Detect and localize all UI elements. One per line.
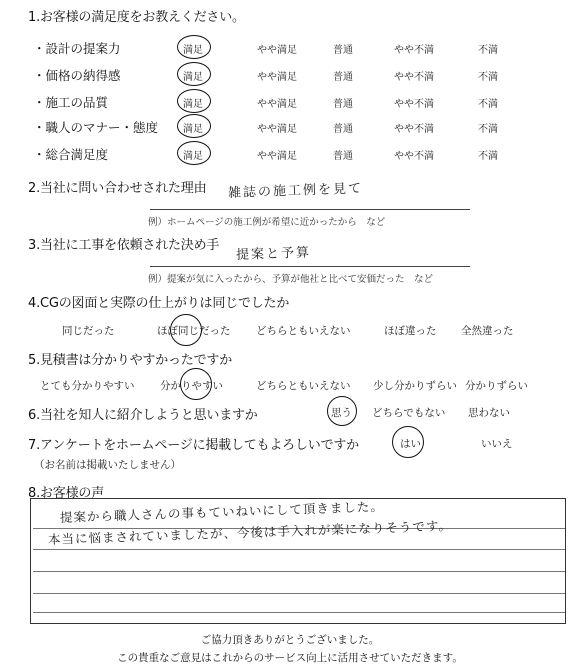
q8-title: 8.お客様の声 bbox=[28, 486, 105, 501]
q1-row-label: ・施工の品質 bbox=[33, 95, 109, 110]
selection-circle bbox=[177, 141, 211, 165]
q5-option[interactable]: 分かりずらい bbox=[465, 380, 528, 392]
q1-option[interactable]: やや不満 bbox=[394, 151, 434, 162]
comment-line-1: 提案から職人さんの事もていねいにして頂きました。 bbox=[59, 498, 385, 525]
selection-circle bbox=[170, 314, 202, 346]
selection-circle bbox=[392, 426, 424, 458]
q1-option[interactable]: 普通 bbox=[333, 72, 353, 83]
q6-option[interactable]: 思わない bbox=[468, 407, 510, 419]
q3-answer-line bbox=[150, 266, 470, 267]
q6-title: 6.当社を知人に紹介しようと思いますか bbox=[28, 408, 258, 423]
selection-circle bbox=[177, 89, 211, 113]
comment-rule bbox=[33, 549, 565, 550]
footer-thanks: ご協力頂きありがとうございました。 bbox=[200, 634, 380, 646]
q1-option[interactable]: やや不満 bbox=[394, 45, 434, 56]
selection-circle bbox=[327, 396, 357, 426]
q4-option[interactable]: 同じだった bbox=[62, 325, 115, 337]
q1-option[interactable]: 満足 bbox=[183, 99, 203, 110]
q1-option[interactable]: やや満足 bbox=[257, 151, 297, 162]
q5-option[interactable]: 分かりやすい bbox=[160, 380, 223, 392]
q7-option[interactable]: はい bbox=[400, 438, 421, 450]
q1-option[interactable]: 不満 bbox=[478, 151, 498, 162]
q5-option[interactable]: とても分かりやすい bbox=[40, 380, 135, 392]
q3-answer[interactable]: 提案と予算 bbox=[235, 245, 312, 263]
q7-title: 7.アンケートをホームページに掲載してもよろしいですか bbox=[28, 438, 359, 453]
q1-option[interactable]: やや満足 bbox=[257, 124, 297, 135]
q4-option[interactable]: ほぼ同じだった bbox=[157, 325, 231, 337]
comment-rule bbox=[33, 612, 565, 613]
q1-option[interactable]: 満足 bbox=[183, 124, 203, 135]
q1-option[interactable]: やや不満 bbox=[394, 124, 434, 135]
q1-option[interactable]: やや不満 bbox=[394, 99, 434, 110]
q1-option[interactable]: 普通 bbox=[333, 99, 353, 110]
selection-circle bbox=[177, 114, 211, 138]
q1-title: 1.お客様の満足度をお教えください。 bbox=[28, 10, 245, 25]
q1-option[interactable]: 満足 bbox=[183, 45, 203, 56]
q1-option[interactable]: 普通 bbox=[333, 124, 353, 135]
q7-option[interactable]: いいえ bbox=[481, 438, 513, 450]
q1-option[interactable]: 満足 bbox=[183, 72, 203, 83]
q1-option[interactable]: 満足 bbox=[183, 151, 203, 162]
q3-example: 例）提案が気に入ったから、予算が他社と比べて安価だった など bbox=[148, 274, 434, 285]
q3-title: 3.当社に工事を依頼された決め手 bbox=[28, 238, 220, 253]
selection-circle bbox=[177, 62, 211, 86]
q5-option[interactable]: 少し分かりずらい bbox=[373, 380, 457, 392]
q5-option[interactable]: どちらともいえない bbox=[256, 380, 351, 392]
q4-title: 4.CGの図面と実際の仕上がりは同じでしたか bbox=[28, 296, 290, 311]
selection-circle bbox=[180, 368, 212, 400]
q6-option[interactable]: 思う bbox=[331, 407, 352, 419]
q1-option[interactable]: やや満足 bbox=[257, 45, 297, 56]
q1-row-label: ・価格の納得感 bbox=[33, 68, 121, 83]
q1-option[interactable]: やや満足 bbox=[257, 72, 297, 83]
q7-note: （お名前は掲載いたしません） bbox=[34, 459, 181, 471]
footer-message: この貴重なご意見はこれからのサービス向上に活用させていただきます。 bbox=[117, 652, 463, 664]
q4-option[interactable]: ほぼ違った bbox=[384, 325, 437, 337]
q2-answer[interactable]: 雑誌の施工例を見て bbox=[227, 181, 364, 201]
q1-row-label: ・設計の提案力 bbox=[33, 41, 121, 56]
q1-option[interactable]: 不満 bbox=[478, 99, 498, 110]
comment-rule bbox=[33, 593, 565, 594]
q2-title: 2.当社に問い合わせされた理由 bbox=[28, 181, 207, 196]
q1-option[interactable]: 普通 bbox=[333, 45, 353, 56]
q4-option[interactable]: 全然違った bbox=[461, 325, 514, 337]
q1-option[interactable]: やや不満 bbox=[394, 72, 434, 83]
q2-example: 例）ホームページの施工例が希望に近かったから など bbox=[148, 217, 386, 228]
q1-option[interactable]: 不満 bbox=[478, 45, 498, 56]
q1-option[interactable]: 普通 bbox=[333, 151, 353, 162]
q1-option[interactable]: 不満 bbox=[478, 124, 498, 135]
q6-option[interactable]: どちらでもない bbox=[372, 407, 446, 419]
q2-answer-line bbox=[150, 209, 470, 210]
q5-title: 5.見積書は分かりやすかったですか bbox=[28, 353, 233, 368]
q4-option[interactable]: どちらともいえない bbox=[256, 325, 351, 337]
q1-row-label: ・総合満足度 bbox=[33, 147, 109, 162]
comment-rule bbox=[33, 571, 565, 572]
q1-option[interactable]: やや満足 bbox=[257, 99, 297, 110]
q1-row-label: ・職人のマナー・態度 bbox=[33, 120, 159, 135]
comment-line-2: 本当に悩まされていましたが、今後は手入れが楽になりそうです。 bbox=[47, 517, 453, 547]
q1-option[interactable]: 不満 bbox=[478, 72, 498, 83]
selection-circle bbox=[177, 35, 211, 59]
